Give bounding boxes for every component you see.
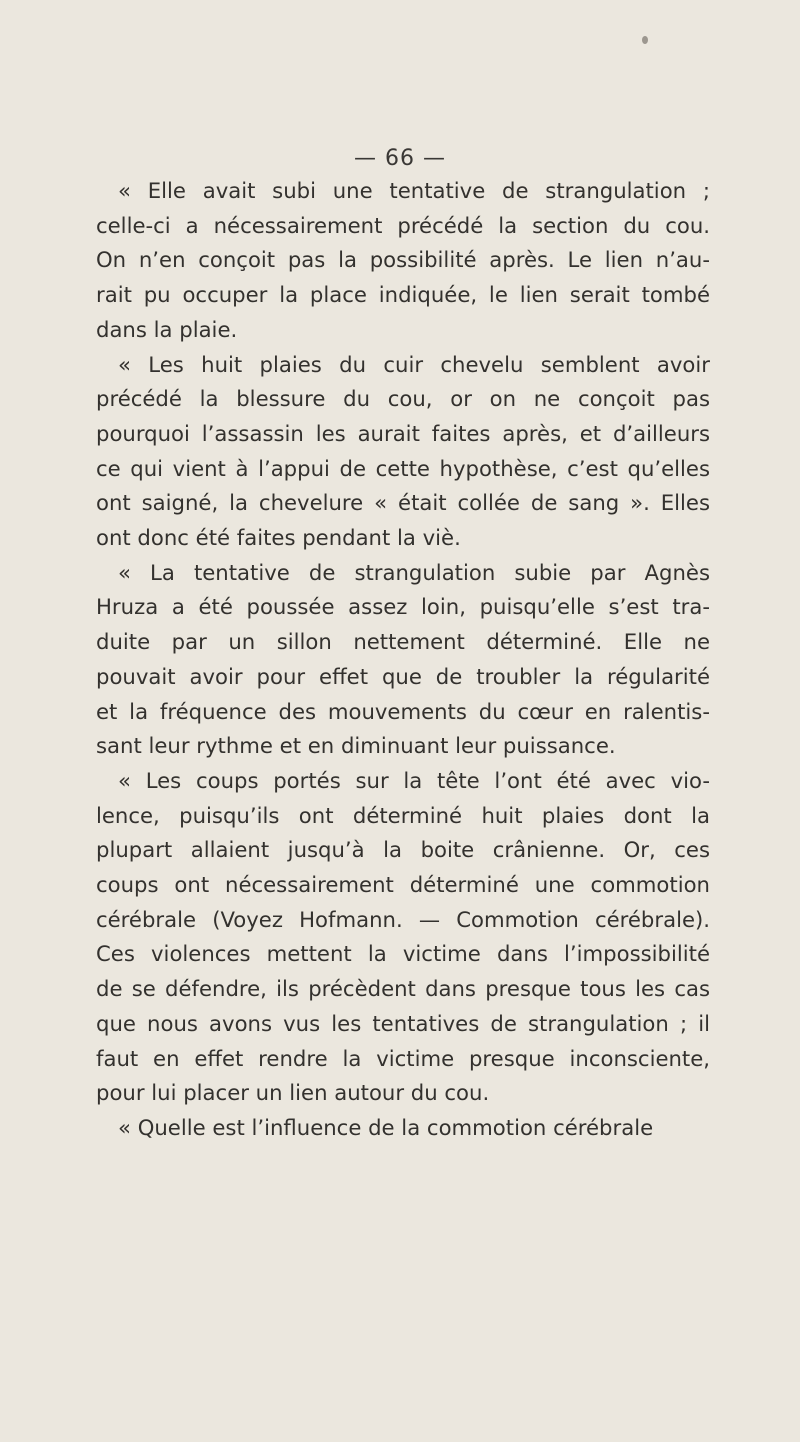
text-line: Hruza a été poussée assez loin, puisqu’elle s’est tra- [96, 594, 710, 620]
text-line: « Quelle est l’influence de la commotion cérébrale [118, 1114, 654, 1140]
text-line: coups ont nécessairement déterminé une commotion [96, 872, 710, 898]
text-line: que nous avons vus les tentatives de strangulation ; il [96, 1010, 710, 1036]
text-line: pour lui placer un lien autour du cou. [96, 1080, 490, 1106]
text-line: « Les coups portés sur la tête l’ont été avec vio- [118, 767, 710, 793]
text-line: pouvait avoir pour effet que de troubler la régularité [96, 663, 710, 689]
text-line: faut en effet rendre la victime presque inconsciente, [96, 1045, 710, 1071]
text-line: et la fréquence des mouvements du cœur en ralentis- [96, 698, 710, 724]
text-line: précédé la blessure du cou, or on ne conçoit pas [96, 386, 710, 412]
text-line: Ces violences mettent la victime dans l’impossibilité [96, 941, 710, 967]
text-line: On n’en conçoit pas la possibilité après. Le lien n’au- [96, 247, 710, 273]
text-line: de se défendre, ils précèdent dans presque tous les cas [96, 976, 710, 1002]
text-line: plupart allaient jusqu’à la boite crânienne. Or, ces [96, 837, 710, 863]
text-line: lence, puisqu’ils ont déterminé huit plaies dont la [96, 802, 710, 828]
text-line: « Les huit plaies du cuir chevelu semblent avoir [118, 351, 710, 377]
text-line: « La tentative de strangulation subie par Agnès [118, 559, 710, 585]
text-line: dans la plaie. [96, 316, 238, 342]
text-line: rait pu occuper la place indiquée, le lien serait tombé [96, 282, 710, 308]
ink-speck [642, 36, 648, 44]
text-line: celle-ci a nécessairement précédé la section du cou. [96, 212, 710, 238]
text-line: cérébrale (Voyez Hofmann. — Commotion cérébrale). [96, 906, 710, 932]
text-line: duite par un sillon nettement déterminé. Elle ne [96, 629, 710, 655]
text-line: ont saigné, la chevelure « était collée de sang ». Elles [96, 490, 710, 516]
text-line: ce qui vient à l’appui de cette hypothèse, c’est qu’elles [96, 455, 710, 481]
text-line: « Elle avait subi une tentative de strangulation ; [118, 178, 710, 203]
page-number: — 66 — [354, 146, 446, 171]
body-text [96, 174, 710, 1146]
text-line: sant leur rythme et en diminuant leur puissance. [96, 733, 616, 759]
text-line: pourquoi l’assassin les aurait faites après, et d’ailleurs [96, 420, 710, 446]
text-line: ont donc été faites pendant la viè. [96, 525, 461, 551]
